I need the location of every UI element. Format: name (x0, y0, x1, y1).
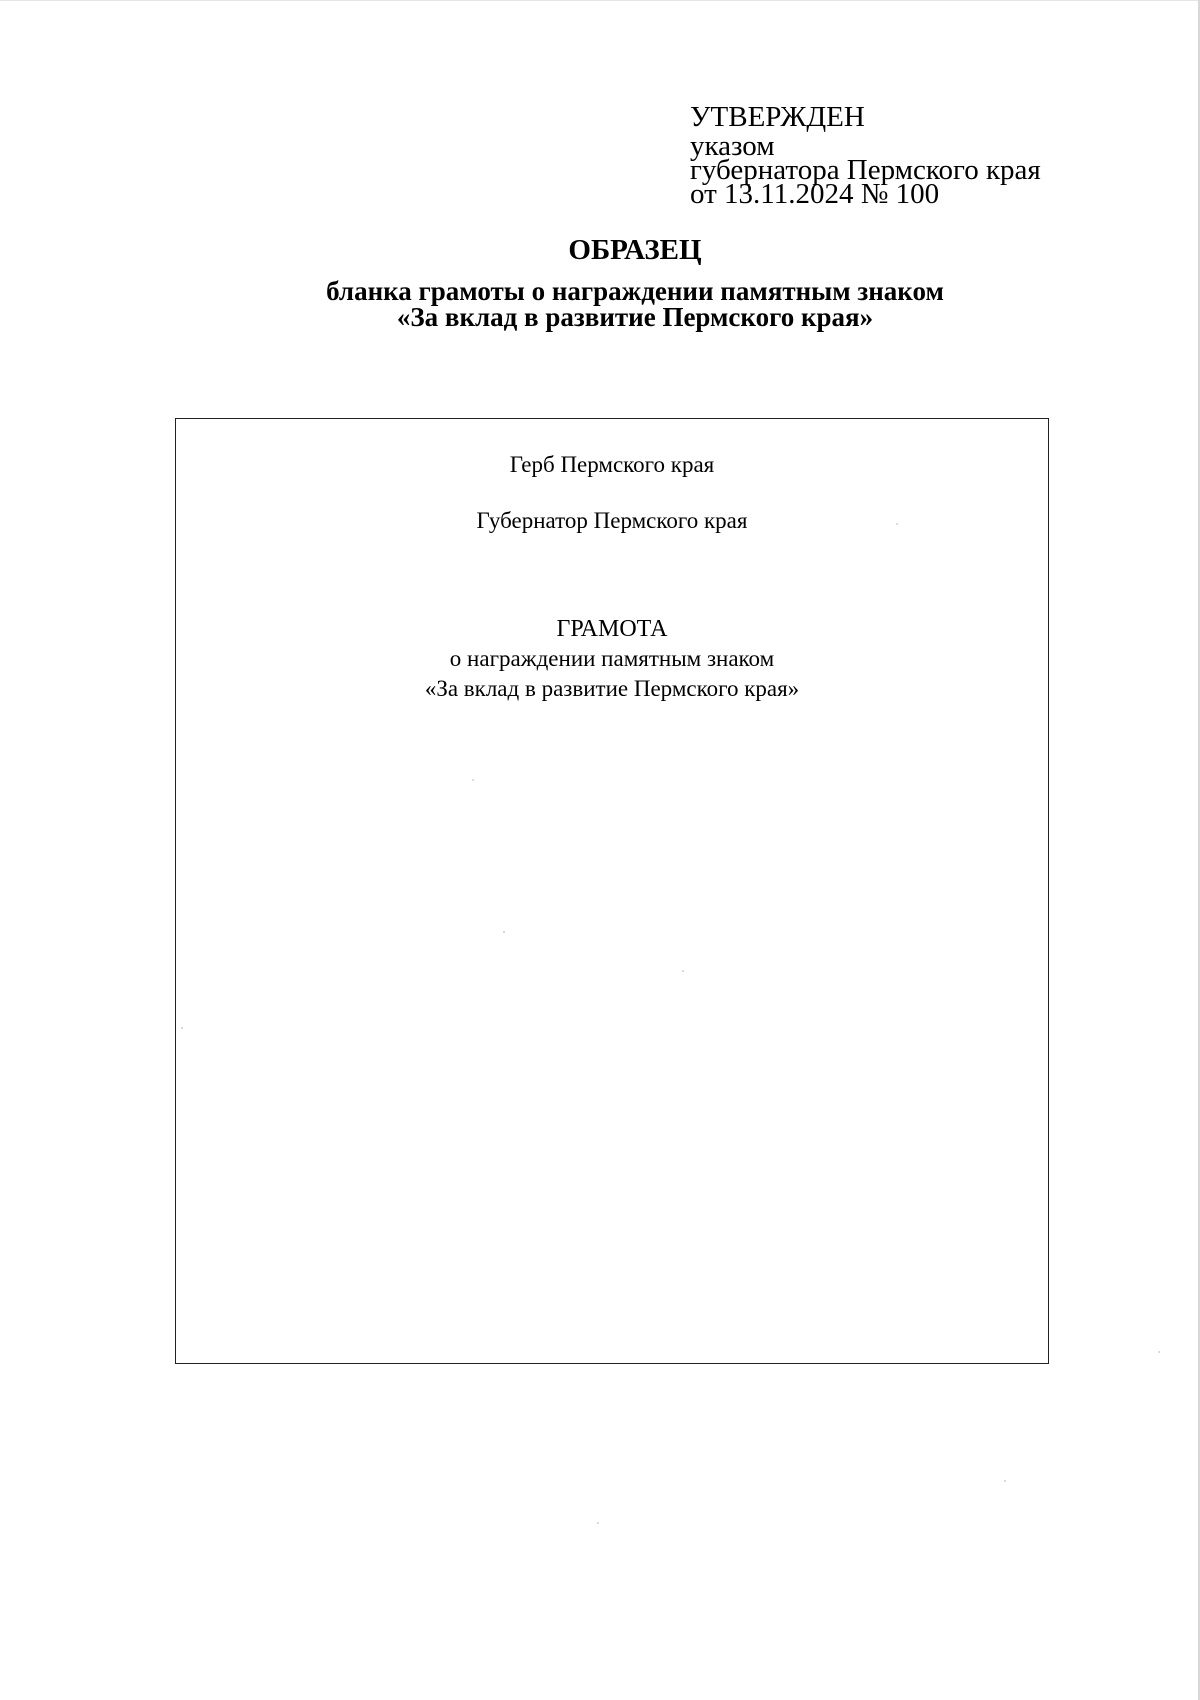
governor-label: Губернатор Пермского края (476, 508, 748, 533)
scan-speck (1158, 1351, 1160, 1353)
gramota-subtitle-line2: «За вклад в развитие Пермского края» (424, 676, 800, 701)
approval-block (690, 100, 1110, 210)
scan-speck (1004, 1480, 1006, 1482)
approval-title: УТВЕРЖДЕН (690, 101, 865, 133)
scan-speck (503, 931, 505, 933)
sample-subtitle-line2: «За вклад в развитие Пермского края» (396, 302, 874, 332)
approval-date-number: от 13.11.2024 № 100 (690, 178, 940, 210)
sample-subtitle-line1: бланка грамоты о награждении памятным знаком (326, 276, 944, 306)
document-heading (0, 230, 1200, 330)
scan-edge-top (0, 0, 1200, 1)
scan-speck (181, 1027, 183, 1029)
scan-speck (472, 779, 474, 781)
approval-decree: указом (690, 130, 775, 162)
gramota-form-frame (175, 418, 1049, 1364)
scan-speck (597, 1522, 599, 1524)
gramota-title: ГРАМОТА (556, 616, 668, 642)
approval-governor: губернатора Пермского края (690, 154, 1041, 186)
sample-title: ОБРАЗЕЦ (568, 234, 702, 266)
coat-of-arms-placeholder: Герб Пермского края (509, 452, 715, 477)
gramota-subtitle-line1: о награждении памятным знаком (449, 646, 775, 671)
scan-speck (682, 970, 684, 972)
scan-speck (896, 523, 898, 525)
